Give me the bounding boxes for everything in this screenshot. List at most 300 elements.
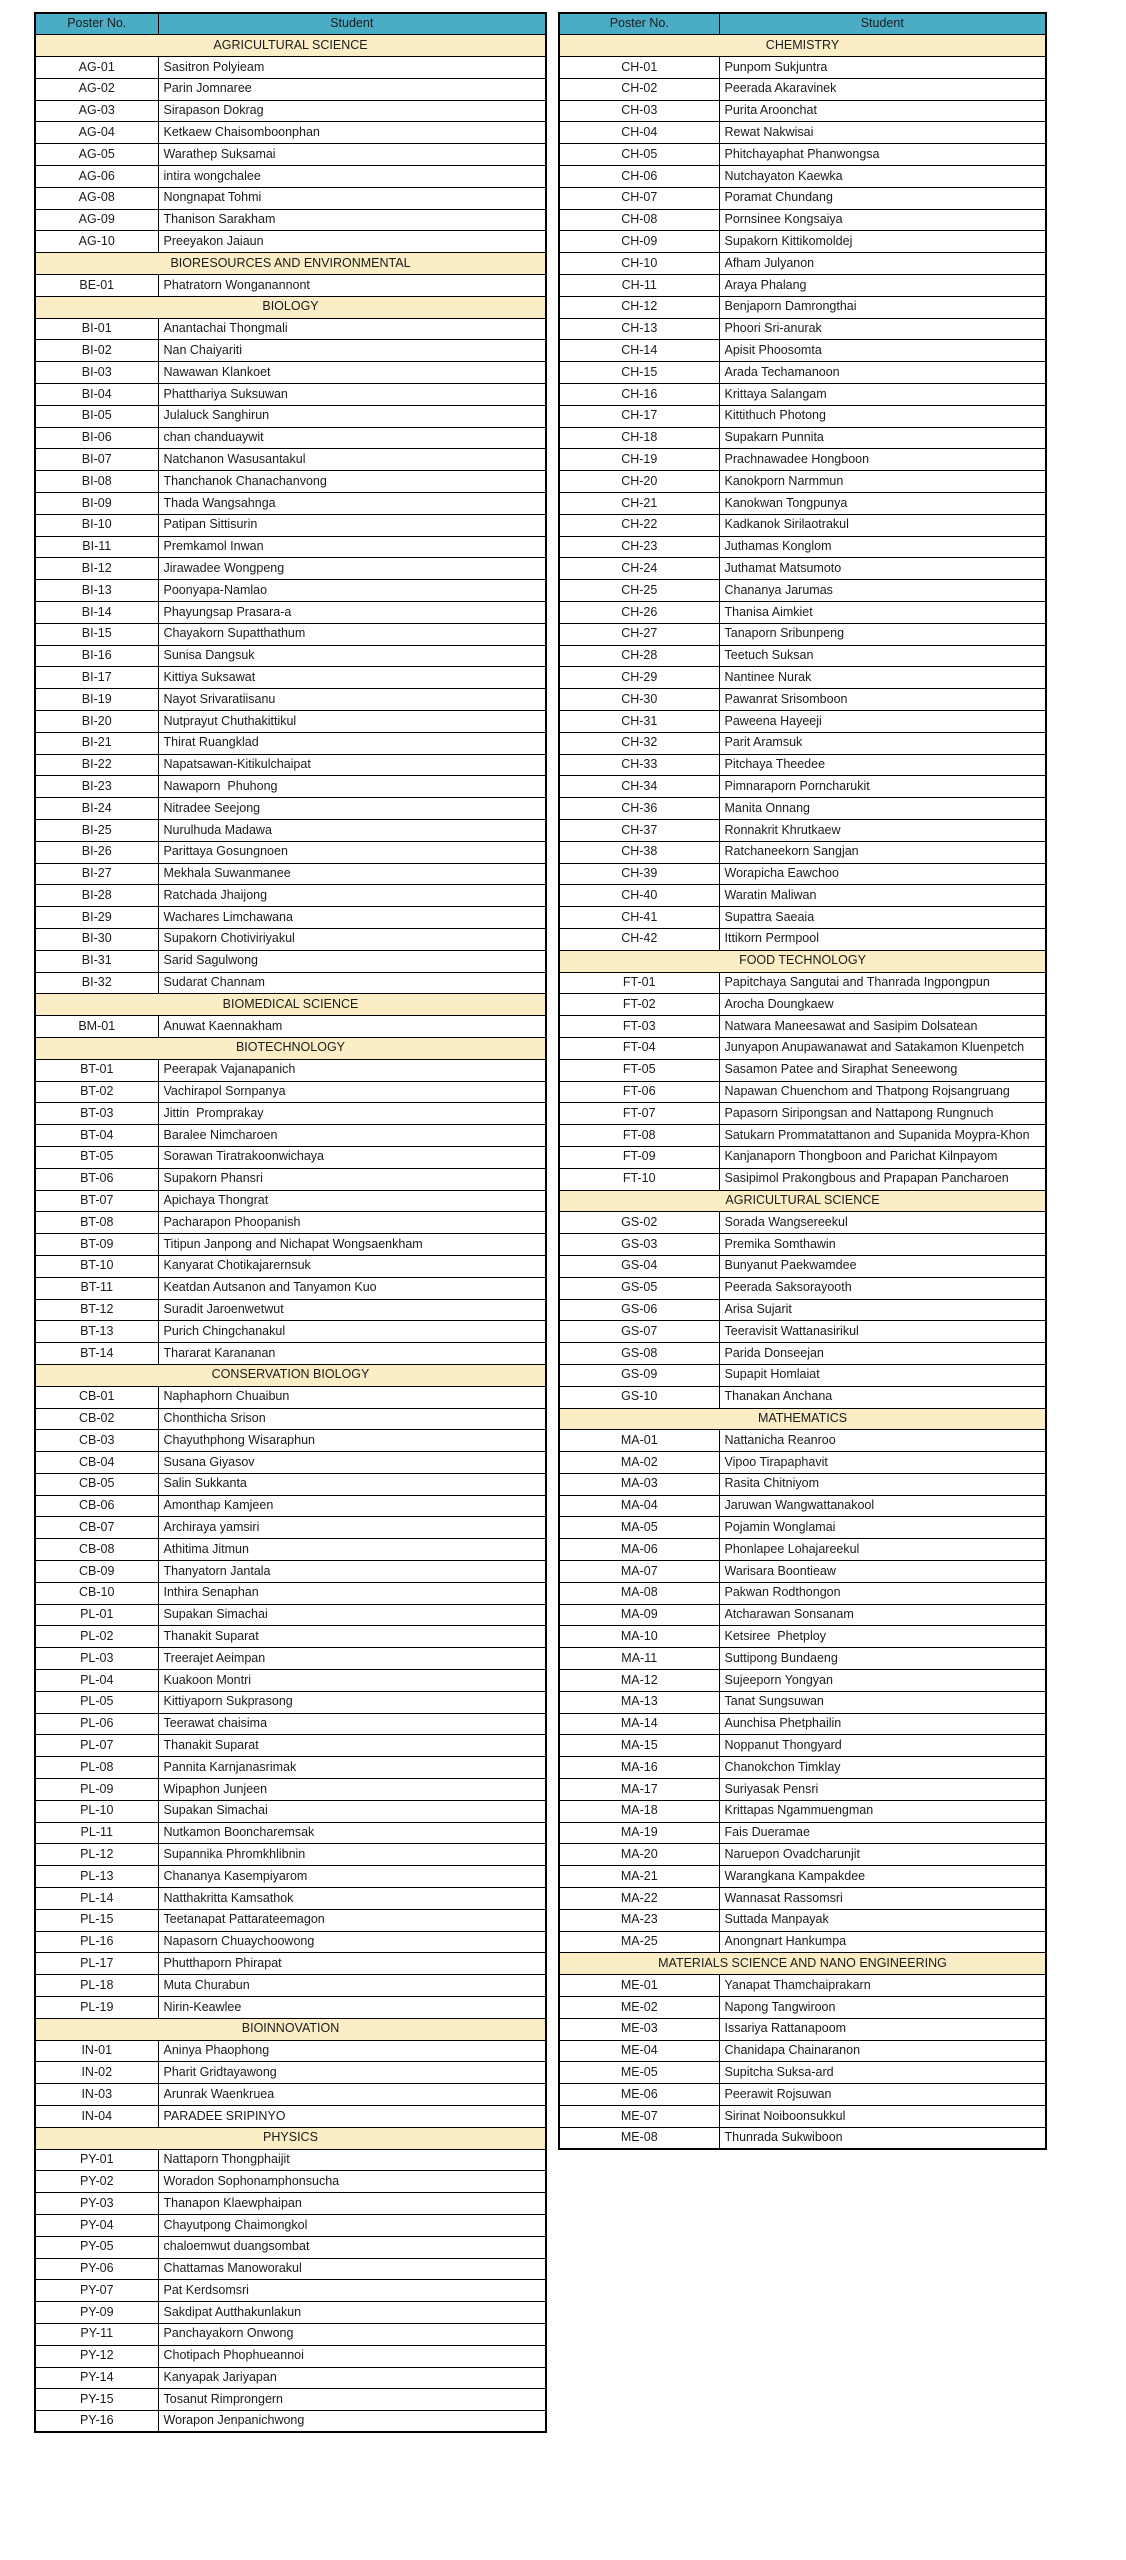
- table-row: [35, 166, 546, 188]
- category-title: BIOINNOVATION: [35, 2018, 546, 2040]
- poster-no-cell: FT-01: [559, 972, 719, 994]
- table-row: [559, 2040, 1046, 2062]
- poster-no-cell: PY-03: [35, 2193, 158, 2215]
- poster-no-cell: PL-19: [35, 1997, 158, 2019]
- poster-no-cell: PL-04: [35, 1670, 158, 1692]
- table-row: [35, 187, 546, 209]
- poster-no-cell: BI-04: [35, 384, 158, 406]
- poster-no-cell: PL-02: [35, 1626, 158, 1648]
- poster-no-cell: BI-32: [35, 972, 158, 994]
- student-name-cell: Nawawan Klankoet: [158, 362, 546, 384]
- student-name-cell: Aunchisa Phetphailin: [719, 1713, 1046, 1735]
- student-name-cell: Parin Jomnaree: [158, 78, 546, 100]
- student-name-cell: Thanakit Suparat: [158, 1626, 546, 1648]
- table-row: [559, 645, 1046, 667]
- poster-no-cell: MA-12: [559, 1670, 719, 1692]
- poster-no-cell: CH-08: [559, 209, 719, 231]
- student-name-cell: Sakdipat Autthakunlakun: [158, 2302, 546, 2324]
- poster-no-cell: CH-21: [559, 493, 719, 515]
- student-name-cell: Wipaphon Junjeen: [158, 1779, 546, 1801]
- table-row: [35, 1670, 546, 1692]
- student-name-cell: Nutkamon Booncharemsak: [158, 1822, 546, 1844]
- table-row: [559, 667, 1046, 689]
- poster-no-cell: MA-05: [559, 1517, 719, 1539]
- student-name-cell: Ratchada Jhaijong: [158, 885, 546, 907]
- student-name-cell: Thanakan Anchana: [719, 1386, 1046, 1408]
- student-name-cell: Apisit Phoosomta: [719, 340, 1046, 362]
- poster-no-cell: BI-21: [35, 732, 158, 754]
- student-name-cell: Woradon Sophonamphonsucha: [158, 2171, 546, 2193]
- poster-no-cell: AG-04: [35, 122, 158, 144]
- table-row: [35, 2280, 546, 2302]
- student-name-cell: Issariya Rattanapoom: [719, 2018, 1046, 2040]
- poster-no-cell: CH-01: [559, 57, 719, 79]
- poster-no-cell: CH-29: [559, 667, 719, 689]
- poster-no-cell: BT-01: [35, 1059, 158, 1081]
- table-row: [559, 580, 1046, 602]
- student-name-cell: Chananya Kasempiyarom: [158, 1866, 546, 1888]
- student-name-cell: Sujeeporn Yongyan: [719, 1670, 1046, 1692]
- table-row: [35, 405, 546, 427]
- student-name-cell: Phitchayaphat Phanwongsa: [719, 144, 1046, 166]
- student-name-cell: Warathep Suksamai: [158, 144, 546, 166]
- student-name-cell: Supakarn Punnita: [719, 427, 1046, 449]
- student-name-cell: Napong Tangwiroon: [719, 1997, 1046, 2019]
- table-row: [559, 558, 1046, 580]
- poster-no-cell: GS-04: [559, 1255, 719, 1277]
- poster-no-column-header: Poster No.: [559, 13, 719, 35]
- table-row: [35, 2323, 546, 2345]
- table-row: [559, 602, 1046, 624]
- poster-no-cell: FT-04: [559, 1037, 719, 1059]
- table-row: [35, 689, 546, 711]
- poster-no-cell: CH-22: [559, 514, 719, 536]
- category-row: [35, 2127, 546, 2149]
- table-row: [559, 1343, 1046, 1365]
- table-row: [559, 972, 1046, 994]
- table-row: [559, 1997, 1046, 2019]
- table-row: [35, 798, 546, 820]
- table-row: [35, 493, 546, 515]
- poster-no-column-header: Poster No.: [35, 13, 158, 35]
- table-row: [35, 1125, 546, 1147]
- poster-no-cell: PY-09: [35, 2302, 158, 2324]
- table-row: [559, 1430, 1046, 1452]
- student-column-header: Student: [719, 13, 1046, 35]
- table-row: [35, 950, 546, 972]
- poster-no-cell: CH-27: [559, 623, 719, 645]
- student-name-cell: Manita Onnang: [719, 798, 1046, 820]
- table-row: [559, 1495, 1046, 1517]
- poster-no-cell: BI-13: [35, 580, 158, 602]
- poster-no-cell: CH-41: [559, 907, 719, 929]
- student-name-cell: Pornsinee Kongsaiya: [719, 209, 1046, 231]
- table-row: [35, 2236, 546, 2258]
- student-name-cell: Vipoo Tirapaphavit: [719, 1452, 1046, 1474]
- student-name-cell: Sudarat Channam: [158, 972, 546, 994]
- student-name-cell: Thanapon Klaewphaipan: [158, 2193, 546, 2215]
- poster-no-cell: AG-08: [35, 187, 158, 209]
- category-title: CONSERVATION BIOLOGY: [35, 1364, 546, 1386]
- poster-no-cell: MA-07: [559, 1561, 719, 1583]
- student-name-cell: Phonlapee Lohajareekul: [719, 1539, 1046, 1561]
- student-name-cell: Kanokporn Narmmun: [719, 471, 1046, 493]
- table-row: [559, 689, 1046, 711]
- table-row: [35, 100, 546, 122]
- table-row: [559, 1517, 1046, 1539]
- table-row: [559, 275, 1046, 297]
- table-row: [35, 1582, 546, 1604]
- table-row: [35, 1190, 546, 1212]
- table-row: [35, 2084, 546, 2106]
- category-row: [35, 253, 546, 275]
- student-name-cell: Ketkaew Chaisomboonphan: [158, 122, 546, 144]
- table-row: [35, 1277, 546, 1299]
- table-row: [35, 2367, 546, 2389]
- poster-no-cell: BT-02: [35, 1081, 158, 1103]
- poster-no-cell: PL-07: [35, 1735, 158, 1757]
- category-row: [35, 2018, 546, 2040]
- table-row: [559, 776, 1046, 798]
- student-name-cell: Kittiya Suksawat: [158, 667, 546, 689]
- student-name-cell: Naphaphorn Chuaibun: [158, 1386, 546, 1408]
- table-row: [35, 318, 546, 340]
- student-name-cell: Sirapason Dokrag: [158, 100, 546, 122]
- table-row: [559, 1299, 1046, 1321]
- student-name-cell: Sorawan Tiratrakoonwichaya: [158, 1146, 546, 1168]
- table-row: [559, 100, 1046, 122]
- student-name-cell: Arada Techamanoon: [719, 362, 1046, 384]
- poster-no-cell: CH-39: [559, 863, 719, 885]
- poster-no-cell: MA-04: [559, 1495, 719, 1517]
- student-name-cell: Chanokchon Timklay: [719, 1757, 1046, 1779]
- poster-no-cell: CB-02: [35, 1408, 158, 1430]
- poster-no-cell: BI-11: [35, 536, 158, 558]
- table-row: [35, 1931, 546, 1953]
- student-name-cell: Worapon Jenpanichwong: [158, 2411, 546, 2433]
- poster-no-cell: AG-10: [35, 231, 158, 253]
- poster-no-cell: BT-08: [35, 1212, 158, 1234]
- poster-no-cell: GS-07: [559, 1321, 719, 1343]
- student-name-cell: Papitchaya Sangutai and Thanrada Ingpongpun: [719, 972, 1046, 994]
- poster-no-cell: PL-13: [35, 1866, 158, 1888]
- poster-no-cell: BT-09: [35, 1234, 158, 1256]
- student-name-cell: Keatdan Autsanon and Tanyamon Kuo: [158, 1277, 546, 1299]
- student-name-cell: Anantachai Thongmali: [158, 318, 546, 340]
- table-row: [35, 2258, 546, 2280]
- poster-no-cell: BI-17: [35, 667, 158, 689]
- table-row: [559, 1059, 1046, 1081]
- student-name-cell: Paweena Hayeeji: [719, 711, 1046, 733]
- poster-no-cell: CH-28: [559, 645, 719, 667]
- table-row: [35, 1103, 546, 1125]
- poster-no-cell: BT-11: [35, 1277, 158, 1299]
- table-row: [35, 1648, 546, 1670]
- category-title: CHEMISTRY: [559, 35, 1046, 57]
- student-name-cell: Vachirapol Sornpanya: [158, 1081, 546, 1103]
- poster-no-cell: PY-04: [35, 2214, 158, 2236]
- student-name-cell: Sasipimol Prakongbous and Prapapan Pancharoen: [719, 1168, 1046, 1190]
- table-row: [559, 1539, 1046, 1561]
- poster-no-cell: GS-03: [559, 1234, 719, 1256]
- student-name-cell: Chananya Jarumas: [719, 580, 1046, 602]
- student-name-cell: Thunrada Sukwiboon: [719, 2127, 1046, 2149]
- table-row: [559, 754, 1046, 776]
- student-name-cell: Jirawadee Wongpeng: [158, 558, 546, 580]
- student-name-cell: Kanjanaporn Thongboon and Parichat Kilnpayom: [719, 1146, 1046, 1168]
- student-name-cell: Thanchanok Chanachanvong: [158, 471, 546, 493]
- table-row: [35, 1430, 546, 1452]
- student-name-cell: Amonthap Kamjeen: [158, 1495, 546, 1517]
- table-row: [559, 340, 1046, 362]
- student-name-cell: Naruepon Ovadcharunjit: [719, 1844, 1046, 1866]
- student-name-cell: chaloemwut duangsombat: [158, 2236, 546, 2258]
- table-row: [559, 1670, 1046, 1692]
- table-row: [559, 1691, 1046, 1713]
- table-row: [35, 514, 546, 536]
- student-name-cell: Pacharapon Phoopanish: [158, 1212, 546, 1234]
- table-row: [559, 819, 1046, 841]
- table-row: [35, 928, 546, 950]
- poster-no-cell: BI-27: [35, 863, 158, 885]
- category-title: AGRICULTURAL SCIENCE: [35, 35, 546, 57]
- table-row: [35, 1517, 546, 1539]
- poster-no-cell: PL-17: [35, 1953, 158, 1975]
- student-name-cell: Teetuch Suksan: [719, 645, 1046, 667]
- poster-no-cell: FT-07: [559, 1103, 719, 1125]
- poster-no-cell: CB-08: [35, 1539, 158, 1561]
- student-name-cell: Noppanut Thongyard: [719, 1735, 1046, 1757]
- table-row: [35, 1539, 546, 1561]
- poster-no-cell: BI-09: [35, 493, 158, 515]
- poster-no-cell: ME-07: [559, 2106, 719, 2128]
- poster-no-cell: CH-23: [559, 536, 719, 558]
- table-row: [35, 2411, 546, 2433]
- student-name-cell: Nattaporn Thongphaijit: [158, 2149, 546, 2171]
- table-row: [35, 1866, 546, 1888]
- poster-no-cell: BM-01: [35, 1016, 158, 1038]
- student-name-cell: Mekhala Suwanmanee: [158, 863, 546, 885]
- poster-no-cell: CH-19: [559, 449, 719, 471]
- student-name-cell: Jittin Promprakay: [158, 1103, 546, 1125]
- table-row: [559, 1800, 1046, 1822]
- table-row: [35, 1909, 546, 1931]
- table-row: [35, 1081, 546, 1103]
- student-name-cell: PARADEE SRIPINYO: [158, 2106, 546, 2128]
- student-name-cell: Supakorn Kittikomoldej: [719, 231, 1046, 253]
- poster-no-cell: PL-12: [35, 1844, 158, 1866]
- poster-no-cell: BI-08: [35, 471, 158, 493]
- poster-no-cell: CH-24: [559, 558, 719, 580]
- student-name-cell: Peerapak Vajanapanich: [158, 1059, 546, 1081]
- student-name-cell: Nawaporn Phuhong: [158, 776, 546, 798]
- poster-no-cell: BT-13: [35, 1321, 158, 1343]
- poster-no-cell: CB-06: [35, 1495, 158, 1517]
- student-name-cell: Afham Julyanon: [719, 253, 1046, 275]
- table-row: [35, 449, 546, 471]
- student-name-cell: Chayutpong Chaimongkol: [158, 2214, 546, 2236]
- category-row: [35, 1364, 546, 1386]
- poster-no-cell: CH-34: [559, 776, 719, 798]
- student-name-cell: Teetanapat Pattarateemagon: [158, 1909, 546, 1931]
- poster-no-cell: CH-03: [559, 100, 719, 122]
- student-name-cell: Napatsawan-Kitikulchaipat: [158, 754, 546, 776]
- table-row: [559, 78, 1046, 100]
- student-name-cell: Phatratorn Wonganannont: [158, 275, 546, 297]
- column-header-row: [35, 13, 546, 35]
- student-name-cell: Inthira Senaphan: [158, 1582, 546, 1604]
- student-name-cell: Supannika Phromkhlibnin: [158, 1844, 546, 1866]
- student-name-cell: Araya Phalang: [719, 275, 1046, 297]
- student-name-cell: Chayakorn Supatthathum: [158, 623, 546, 645]
- poster-no-cell: CB-04: [35, 1452, 158, 1474]
- student-name-cell: Thararat Karananan: [158, 1343, 546, 1365]
- student-name-cell: Natwara Maneesawat and Sasipim Dolsatean: [719, 1016, 1046, 1038]
- poster-no-cell: ME-02: [559, 1997, 719, 2019]
- table-row: [35, 711, 546, 733]
- student-name-cell: Ketsiree Phetploy: [719, 1626, 1046, 1648]
- table-row: [35, 602, 546, 624]
- table-row: [35, 1386, 546, 1408]
- poster-no-cell: PY-15: [35, 2389, 158, 2411]
- poster-no-cell: CH-15: [559, 362, 719, 384]
- poster-no-cell: IN-01: [35, 2040, 158, 2062]
- table-row: [559, 1452, 1046, 1474]
- poster-no-cell: CH-09: [559, 231, 719, 253]
- category-row: [559, 1190, 1046, 1212]
- student-name-cell: Pat Kerdsomsri: [158, 2280, 546, 2302]
- table-row: [35, 1168, 546, 1190]
- student-name-cell: Ronnakrit Khrutkaew: [719, 819, 1046, 841]
- student-name-cell: Punpom Sukjuntra: [719, 57, 1046, 79]
- student-name-cell: Chattamas Manoworakul: [158, 2258, 546, 2280]
- poster-no-cell: BT-05: [35, 1146, 158, 1168]
- table-row: [35, 1975, 546, 1997]
- table-row: [35, 2302, 546, 2324]
- poster-no-cell: AG-02: [35, 78, 158, 100]
- table-row: [559, 1735, 1046, 1757]
- poster-no-cell: MA-06: [559, 1539, 719, 1561]
- poster-no-cell: PL-16: [35, 1931, 158, 1953]
- table-row: [559, 2018, 1046, 2040]
- table-row: [559, 1626, 1046, 1648]
- student-name-cell: Warisara Boontieaw: [719, 1561, 1046, 1583]
- category-title: PHYSICS: [35, 2127, 546, 2149]
- poster-no-cell: CH-17: [559, 405, 719, 427]
- table-row: [559, 493, 1046, 515]
- table-row: [559, 427, 1046, 449]
- category-row: [35, 35, 546, 57]
- student-name-cell: Kittithuch Photong: [719, 405, 1046, 427]
- student-name-cell: Junyapon Anupawanawat and Satakamon Kluenpetch: [719, 1037, 1046, 1059]
- student-name-cell: Thada Wangsahnga: [158, 493, 546, 515]
- poster-no-cell: CH-31: [559, 711, 719, 733]
- table-row: [35, 1408, 546, 1430]
- poster-no-cell: CH-07: [559, 187, 719, 209]
- table-row: [35, 1016, 546, 1038]
- student-name-cell: Napasorn Chuaychoowong: [158, 1931, 546, 1953]
- student-name-cell: intira wongchalee: [158, 166, 546, 188]
- poster-no-cell: FT-03: [559, 1016, 719, 1038]
- student-name-cell: Satukarn Prommatattanon and Supanida Moypra-Khon: [719, 1125, 1046, 1147]
- student-name-cell: Waratin Maliwan: [719, 885, 1046, 907]
- student-name-cell: Supitcha Suksa-ard: [719, 2062, 1046, 2084]
- table-row: [559, 536, 1046, 558]
- poster-no-cell: PY-11: [35, 2323, 158, 2345]
- student-name-cell: Tosanut Rimprongern: [158, 2389, 546, 2411]
- table-row: [559, 122, 1046, 144]
- poster-no-cell: BI-20: [35, 711, 158, 733]
- table-row: [35, 2171, 546, 2193]
- student-name-cell: Kuakoon Montri: [158, 1670, 546, 1692]
- table-row: [559, 1604, 1046, 1626]
- table-row: [35, 1779, 546, 1801]
- poster-no-cell: BI-03: [35, 362, 158, 384]
- poster-no-cell: BI-14: [35, 602, 158, 624]
- table-row: [35, 2040, 546, 2062]
- student-name-cell: Supapit Homlaiat: [719, 1364, 1046, 1386]
- poster-no-cell: ME-06: [559, 2084, 719, 2106]
- poster-no-cell: MA-13: [559, 1691, 719, 1713]
- student-name-cell: Pitchaya Theedee: [719, 754, 1046, 776]
- poster-no-cell: CH-26: [559, 602, 719, 624]
- poster-no-cell: AG-01: [35, 57, 158, 79]
- poster-no-cell: BI-19: [35, 689, 158, 711]
- poster-no-cell: PL-03: [35, 1648, 158, 1670]
- table-row: [35, 1691, 546, 1713]
- poster-no-cell: BT-06: [35, 1168, 158, 1190]
- table-row: [35, 1953, 546, 1975]
- student-name-cell: Nantinee Nurak: [719, 667, 1046, 689]
- student-name-cell: Purich Chingchanakul: [158, 1321, 546, 1343]
- table-row: [35, 885, 546, 907]
- table-row: [35, 1626, 546, 1648]
- category-title: FOOD TECHNOLOGY: [559, 950, 1046, 972]
- poster-no-cell: PL-15: [35, 1909, 158, 1931]
- poster-no-cell: BI-31: [35, 950, 158, 972]
- table-row: [35, 1299, 546, 1321]
- poster-no-cell: BI-07: [35, 449, 158, 471]
- poster-no-cell: AG-03: [35, 100, 158, 122]
- student-name-cell: Juthamas Konglom: [719, 536, 1046, 558]
- poster-no-cell: MA-16: [559, 1757, 719, 1779]
- student-name-cell: chan chanduaywit: [158, 427, 546, 449]
- student-name-cell: Rewat Nakwisai: [719, 122, 1046, 144]
- table-row: [559, 928, 1046, 950]
- table-row: [559, 384, 1046, 406]
- poster-no-cell: CB-09: [35, 1561, 158, 1583]
- poster-no-cell: CH-02: [559, 78, 719, 100]
- table-row: [35, 907, 546, 929]
- poster-no-cell: BI-25: [35, 819, 158, 841]
- student-name-cell: Parittaya Gosungnoen: [158, 841, 546, 863]
- poster-no-cell: CH-06: [559, 166, 719, 188]
- table-row: [559, 231, 1046, 253]
- poster-no-cell: MA-22: [559, 1888, 719, 1910]
- student-name-cell: Napawan Chuenchom and Thatpong Rojsangruang: [719, 1081, 1046, 1103]
- table-row: [559, 57, 1046, 79]
- poster-no-cell: BT-10: [35, 1255, 158, 1277]
- category-row: [559, 950, 1046, 972]
- student-name-cell: Fais Dueramae: [719, 1822, 1046, 1844]
- poster-no-cell: CB-10: [35, 1582, 158, 1604]
- student-name-cell: Supakorn Chotiviriyakul: [158, 928, 546, 950]
- table-row: [559, 1255, 1046, 1277]
- table-row: [559, 1866, 1046, 1888]
- table-row: [35, 362, 546, 384]
- table-row: [35, 1888, 546, 1910]
- poster-no-cell: BI-29: [35, 907, 158, 929]
